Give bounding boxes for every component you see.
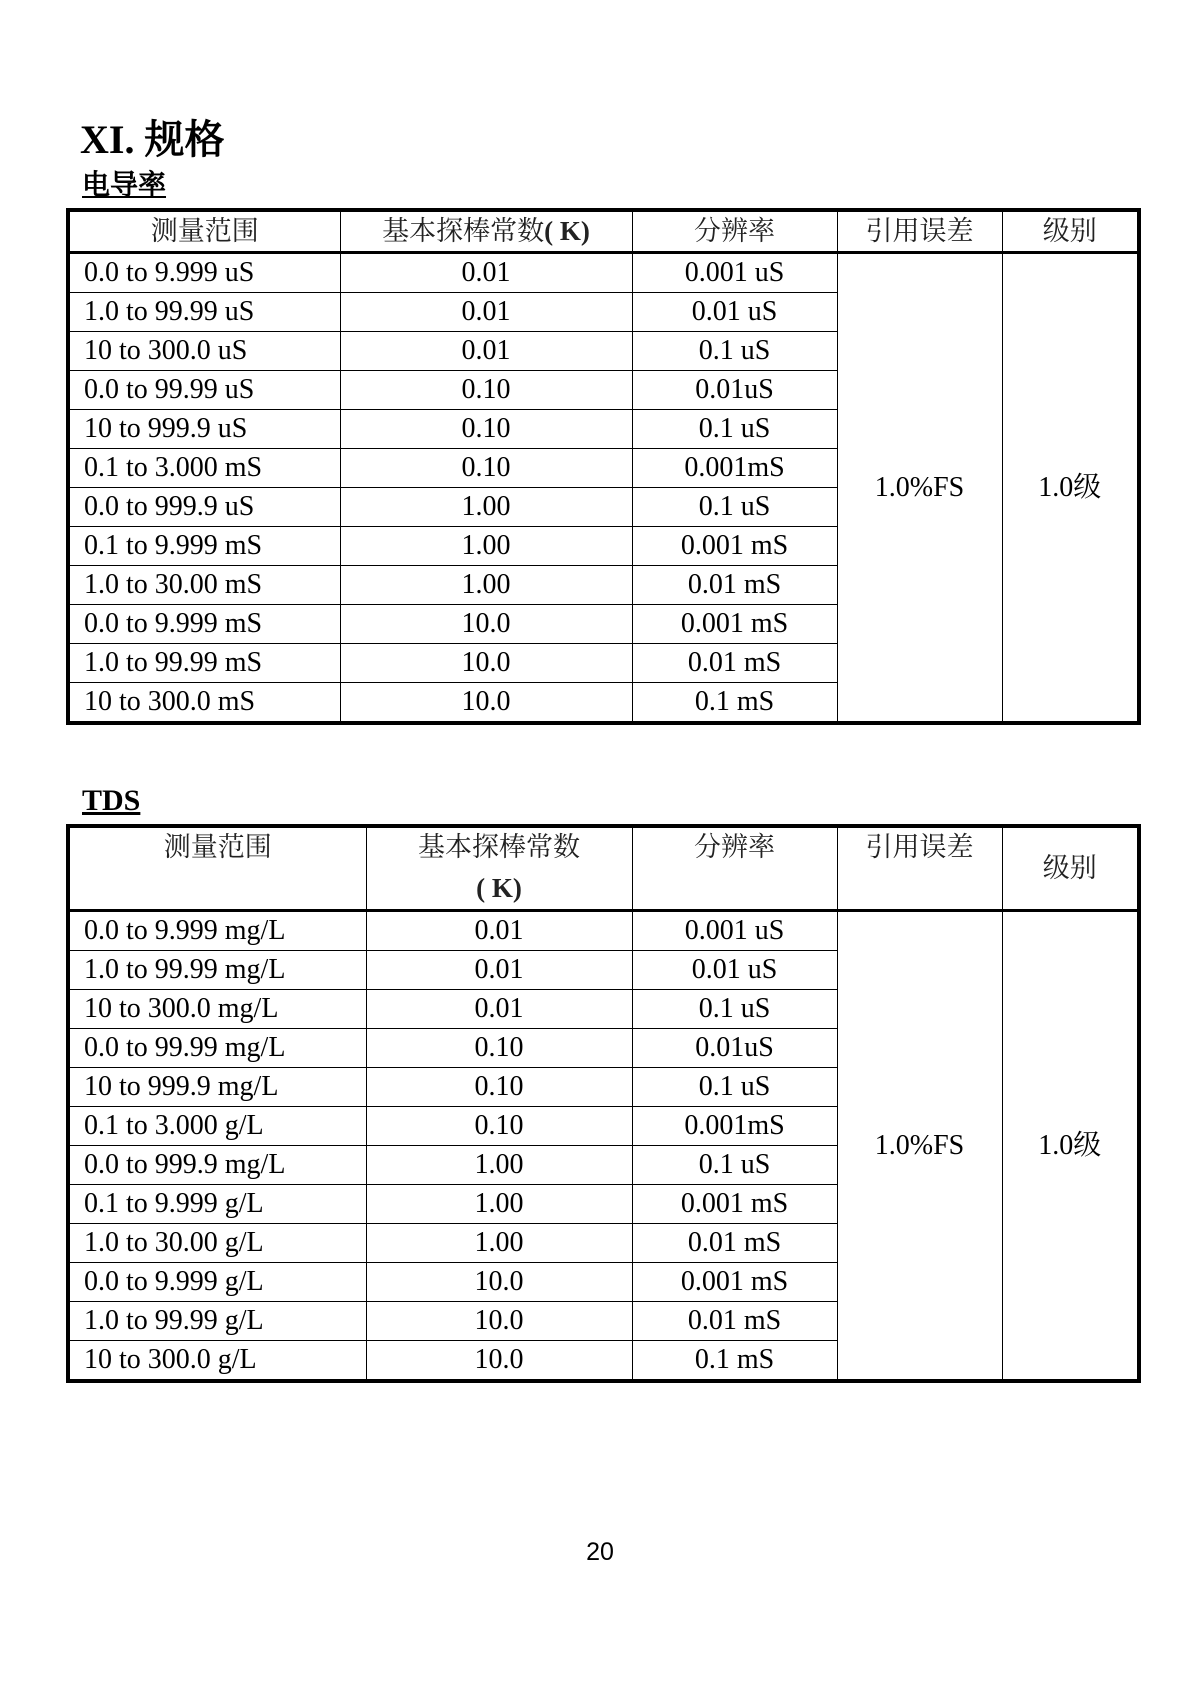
cell-cell-constant: 0.10 <box>366 1068 632 1107</box>
cell-resolution: 0.001 mS <box>632 1263 837 1302</box>
cell-range: 0.0 to 99.99 mg/L <box>68 1029 366 1068</box>
cell-resolution: 0.01 mS <box>632 1302 837 1341</box>
cell-cell-constant: 0.10 <box>340 410 632 449</box>
cell-resolution: 0.001 mS <box>632 1185 837 1224</box>
cell-cell-constant: 1.00 <box>366 1224 632 1263</box>
cell-range: 10 to 300.0 mS <box>68 683 340 724</box>
cell-range: 0.1 to 3.000 mS <box>68 449 340 488</box>
cell-resolution: 0.01 mS <box>632 1224 837 1263</box>
cell-cell-constant: 0.10 <box>366 1029 632 1068</box>
header-resolution: 分辨率 <box>632 210 837 253</box>
cell-cell-constant: 10.0 <box>340 605 632 644</box>
table-header-row <box>68 826 1139 911</box>
cell-range: 1.0 to 99.99 mg/L <box>68 951 366 990</box>
cell-cell-constant: 10.0 <box>340 683 632 724</box>
cell-resolution: 0.01uS <box>632 1029 837 1068</box>
header-grade: 级别 <box>1002 826 1139 911</box>
header-range: 测量范围 <box>68 826 366 911</box>
header-resolution: 分辨率 <box>632 826 837 911</box>
cell-resolution: 0.001 mS <box>632 605 837 644</box>
conductivity-spec-table <box>66 208 1141 725</box>
cell-range: 1.0 to 99.99 uS <box>68 293 340 332</box>
cell-range: 0.0 to 99.99 uS <box>68 371 340 410</box>
cell-range: 10 to 300.0 uS <box>68 332 340 371</box>
cell-resolution: 0.1 uS <box>632 410 837 449</box>
cell-cell-constant: 0.10 <box>366 1107 632 1146</box>
cell-resolution: 0.1 uS <box>632 1146 837 1185</box>
table-row <box>68 911 1139 951</box>
tds-subtitle: TDS <box>82 784 141 817</box>
cell-error: 1.0%FS <box>837 911 1002 1382</box>
cell-range: 10 to 999.9 uS <box>68 410 340 449</box>
header-cell-constant-label: 基本探棒常数 <box>382 216 545 247</box>
cell-cell-constant: 0.01 <box>340 332 632 371</box>
cell-cell-constant: 0.01 <box>366 990 632 1029</box>
section-heading: XI. 规格 <box>80 117 225 162</box>
cell-cell-constant: 0.10 <box>340 371 632 410</box>
cell-grade: 1.0级 <box>1002 911 1139 1382</box>
cell-resolution: 0.1 uS <box>632 990 837 1029</box>
cell-range: 0.1 to 9.999 mS <box>68 527 340 566</box>
cell-range: 1.0 to 30.00 g/L <box>68 1224 366 1263</box>
cell-range: 10 to 999.9 mg/L <box>68 1068 366 1107</box>
cell-cell-constant: 1.00 <box>340 566 632 605</box>
cell-range: 0.0 to 999.9 uS <box>68 488 340 527</box>
cell-resolution: 0.01 mS <box>632 644 837 683</box>
cell-range: 0.0 to 9.999 g/L <box>68 1263 366 1302</box>
cell-range: 0.1 to 3.000 g/L <box>68 1107 366 1146</box>
header-cell-constant <box>340 210 632 253</box>
cell-range: 10 to 300.0 g/L <box>68 1341 366 1382</box>
cell-resolution: 0.01uS <box>632 371 837 410</box>
cell-range: 0.0 to 9.999 mS <box>68 605 340 644</box>
cell-cell-constant: 10.0 <box>366 1263 632 1302</box>
cell-range: 0.0 to 999.9 mg/L <box>68 1146 366 1185</box>
cell-range: 1.0 to 99.99 mS <box>68 644 340 683</box>
conductivity-subtitle: 电导率 <box>82 170 167 201</box>
header-cell-constant-label: 基本探棒常数 <box>418 832 580 863</box>
cell-resolution: 0.001mS <box>632 449 837 488</box>
cell-resolution: 0.1 mS <box>632 683 837 724</box>
cell-range: 10 to 300.0 mg/L <box>68 990 366 1029</box>
cell-resolution: 0.01 mS <box>632 566 837 605</box>
cell-cell-constant: 1.00 <box>340 527 632 566</box>
cell-cell-constant: 10.0 <box>366 1302 632 1341</box>
cell-resolution: 0.01 uS <box>632 293 837 332</box>
tds-spec-table <box>66 824 1141 1383</box>
header-range: 测量范围 <box>68 210 340 253</box>
cell-cell-constant: 1.00 <box>366 1146 632 1185</box>
header-cell-constant-unit: ( K) <box>544 216 590 246</box>
cell-error: 1.0%FS <box>837 253 1002 724</box>
table-header-row <box>68 210 1139 253</box>
cell-resolution: 0.1 uS <box>632 488 837 527</box>
cell-cell-constant: 1.00 <box>340 488 632 527</box>
page-number: 20 <box>586 1538 614 1566</box>
table-row <box>68 253 1139 293</box>
cell-cell-constant: 0.01 <box>340 253 632 293</box>
cell-resolution: 0.001mS <box>632 1107 837 1146</box>
cell-range: 1.0 to 99.99 g/L <box>68 1302 366 1341</box>
cell-resolution: 0.1 uS <box>632 1068 837 1107</box>
header-error: 引用误差 <box>837 210 1002 253</box>
header-cell-constant-unit: ( K) <box>476 873 522 903</box>
cell-cell-constant: 0.01 <box>340 293 632 332</box>
cell-cell-constant: 0.01 <box>366 911 632 951</box>
cell-cell-constant: 0.01 <box>366 951 632 990</box>
cell-resolution: 0.001 uS <box>632 911 837 951</box>
cell-range: 1.0 to 30.00 mS <box>68 566 340 605</box>
cell-resolution: 0.1 uS <box>632 332 837 371</box>
cell-resolution: 0.001 mS <box>632 527 837 566</box>
cell-cell-constant: 1.00 <box>366 1185 632 1224</box>
cell-resolution: 0.001 uS <box>632 253 837 293</box>
cell-resolution: 0.01 uS <box>632 951 837 990</box>
cell-range: 0.1 to 9.999 g/L <box>68 1185 366 1224</box>
header-cell-constant <box>366 826 632 911</box>
cell-cell-constant: 10.0 <box>340 644 632 683</box>
cell-grade: 1.0级 <box>1002 253 1139 724</box>
header-error: 引用误差 <box>837 826 1002 911</box>
cell-resolution: 0.1 mS <box>632 1341 837 1382</box>
cell-range: 0.0 to 9.999 mg/L <box>68 911 366 951</box>
cell-cell-constant: 10.0 <box>366 1341 632 1382</box>
cell-cell-constant: 0.10 <box>340 449 632 488</box>
cell-range: 0.0 to 9.999 uS <box>68 253 340 293</box>
header-grade: 级别 <box>1002 210 1139 253</box>
